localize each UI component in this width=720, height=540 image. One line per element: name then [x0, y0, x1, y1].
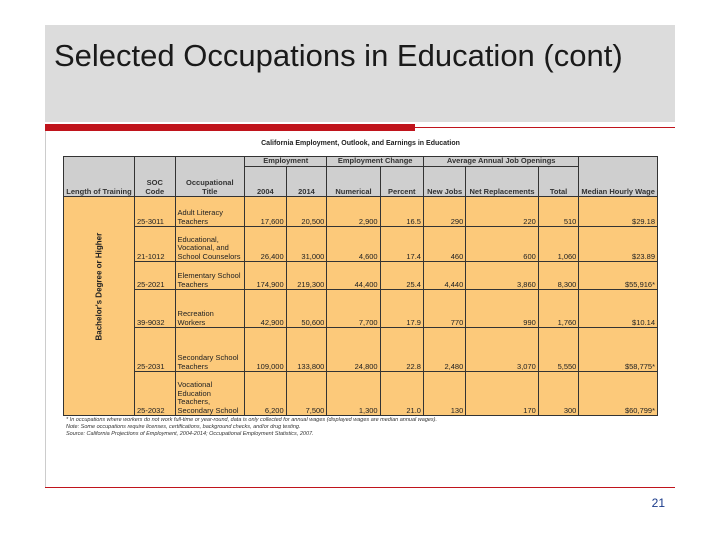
training-level-label: Bachelor's Degree or Higher — [94, 233, 104, 341]
cell-net: 600 — [466, 227, 539, 262]
cell-total: 1,760 — [538, 290, 579, 328]
header-numerical: Numerical — [327, 167, 380, 197]
cell-wage: $23.89 — [579, 227, 658, 262]
cell-soc: 39-9032 — [135, 290, 176, 328]
group-employment: Employment — [245, 157, 327, 167]
table-caption: California Employment, Outlook, and Earnings in Education — [261, 140, 460, 147]
note: * In occupations where workers do not work full-time or year-round, data is only collected for annual wages (displayed wages are median annual wages). — [66, 417, 438, 423]
cell-new: 130 — [423, 372, 465, 416]
cell-wage: $60,799* — [579, 372, 658, 416]
divider-top — [415, 127, 675, 128]
cell-pct: 17.4 — [380, 227, 423, 262]
cell-title: Vocational Education Teachers, Secondary School — [175, 372, 245, 416]
divider-left — [45, 131, 46, 487]
cell-total: 5,550 — [538, 328, 579, 372]
cell-net: 3,070 — [466, 328, 539, 372]
cell-pct: 22.8 — [380, 328, 423, 372]
cell-e2004: 42,900 — [245, 290, 287, 328]
header-training: Length of Training — [64, 157, 135, 197]
cell-e2014: 50,600 — [286, 290, 327, 328]
note: Source: California Projections of Employment, 2004-2014; Occupational Employment Statistics, 2007. — [66, 431, 314, 437]
cell-num: 44,400 — [327, 262, 380, 290]
cell-num: 7,700 — [327, 290, 380, 328]
cell-e2004: 174,900 — [245, 262, 287, 290]
cell-title: Elementary School Teachers — [175, 262, 245, 290]
group-employment-change: Employment Change — [327, 157, 424, 167]
education-table — [63, 156, 658, 416]
table-row — [64, 262, 658, 290]
header-2014: 2014 — [286, 167, 327, 197]
page-number: 21 — [651, 496, 665, 510]
table-row — [64, 290, 658, 328]
cell-title: Secondary School Teachers — [175, 328, 245, 372]
header-new-jobs: New Jobs — [423, 167, 465, 197]
cell-new: 770 — [423, 290, 465, 328]
note: Note: Some occupations require licenses, certifications, background checks, and/or drug testing. — [66, 424, 301, 430]
header-total: Total — [538, 167, 579, 197]
cell-e2004: 109,000 — [245, 328, 287, 372]
cell-soc: 25-3011 — [135, 197, 176, 227]
accent-bar — [45, 124, 415, 131]
cell-e2014: 20,500 — [286, 197, 327, 227]
cell-net: 170 — [466, 372, 539, 416]
slide-title: Selected Occupations in Education (cont) — [54, 38, 623, 73]
cell-e2004: 6,200 — [245, 372, 287, 416]
cell-e2014: 7,500 — [286, 372, 327, 416]
cell-num: 4,600 — [327, 227, 380, 262]
cell-wage: $55,916* — [579, 262, 658, 290]
header-percent: Percent — [380, 167, 423, 197]
header-title: Occupational Title — [175, 157, 245, 197]
cell-wage: $29.18 — [579, 197, 658, 227]
cell-total: 300 — [538, 372, 579, 416]
cell-net: 3,860 — [466, 262, 539, 290]
cell-e2014: 219,300 — [286, 262, 327, 290]
cell-total: 1,060 — [538, 227, 579, 262]
cell-pct: 16.5 — [380, 197, 423, 227]
cell-title: Recreation Workers — [175, 290, 245, 328]
cell-num: 1,300 — [327, 372, 380, 416]
header-2004: 2004 — [245, 167, 287, 197]
cell-wage: $10.14 — [579, 290, 658, 328]
cell-e2004: 17,600 — [245, 197, 287, 227]
header-net-replacements: Net Replacements — [466, 167, 539, 197]
cell-e2014: 133,800 — [286, 328, 327, 372]
cell-e2014: 31,000 — [286, 227, 327, 262]
cell-soc: 25-2031 — [135, 328, 176, 372]
table-row — [64, 372, 658, 416]
cell-net: 220 — [466, 197, 539, 227]
cell-net: 990 — [466, 290, 539, 328]
cell-total: 510 — [538, 197, 579, 227]
cell-title: Adult Literacy Teachers — [175, 197, 245, 227]
cell-soc: 25-2021 — [135, 262, 176, 290]
cell-total: 8,300 — [538, 262, 579, 290]
divider-bottom — [45, 487, 675, 488]
cell-pct: 17.9 — [380, 290, 423, 328]
cell-soc: 21-1012 — [135, 227, 176, 262]
table-row — [64, 197, 658, 227]
cell-num: 24,800 — [327, 328, 380, 372]
cell-pct: 21.0 — [380, 372, 423, 416]
cell-pct: 25.4 — [380, 262, 423, 290]
cell-num: 2,900 — [327, 197, 380, 227]
group-openings: Average Annual Job Openings — [423, 157, 578, 167]
header-soc: SOC Code — [135, 157, 176, 197]
cell-soc: 25-2032 — [135, 372, 176, 416]
header-wage: Median Hourly Wage — [579, 157, 658, 197]
table-notes — [66, 417, 437, 438]
cell-e2004: 26,400 — [245, 227, 287, 262]
cell-new: 2,480 — [423, 328, 465, 372]
cell-title: Educational, Vocational, and School Counselors — [175, 227, 245, 262]
table-row — [64, 227, 658, 262]
training-level — [64, 197, 135, 416]
table-row — [64, 328, 658, 372]
cell-wage: $58,775* — [579, 328, 658, 372]
cell-new: 460 — [423, 227, 465, 262]
cell-new: 290 — [423, 197, 465, 227]
cell-new: 4,440 — [423, 262, 465, 290]
